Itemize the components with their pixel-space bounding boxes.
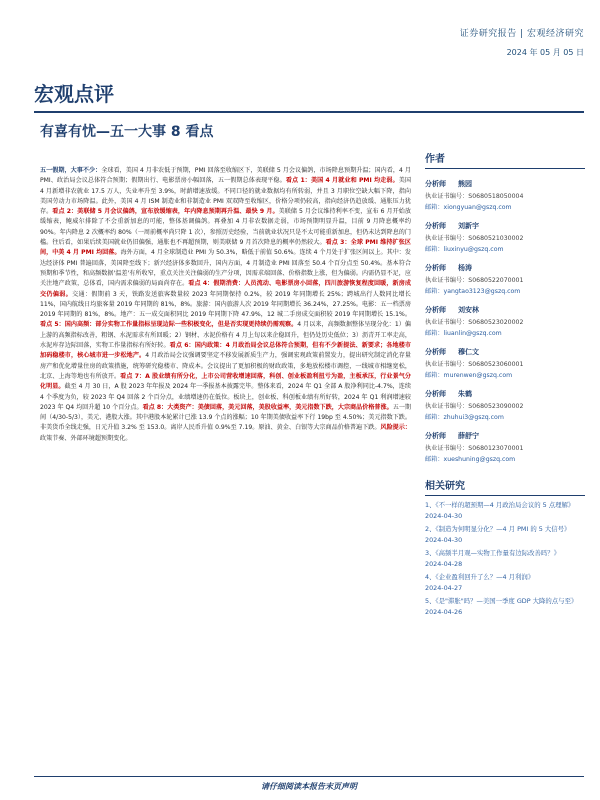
body-paragraph xyxy=(40,166,411,444)
analyst-email[interactable]: 邮箱：liuxinyu@gszq.com xyxy=(425,246,504,253)
analyst-email[interactable]: 邮箱：xiongyuan@gszq.com xyxy=(425,204,512,211)
analyst-card xyxy=(425,179,585,211)
analyst-license: 执业证书编号：S0680523020002 xyxy=(425,319,524,326)
report-body xyxy=(40,166,411,766)
related-report-date: 2024-04-27 xyxy=(425,584,463,592)
analyst-name-row xyxy=(425,221,585,231)
analyst-name-row xyxy=(425,389,585,399)
analyst-email[interactable]: 邮箱：murenwen@gszq.com xyxy=(425,372,513,379)
analyst-email[interactable]: 邮箱：zhuhui3@gszq.com xyxy=(425,414,504,421)
body-text: 4 月政治局会议强调要坚定不移发展新质生产力，强调宏观政策前置发力，提出研究制定消化存量房产和优化增量住房的政策措施，统筹研究稳楼市、降成本。会议提出了更加积极的财政政策，多地放松楼市调控，一线城市相继宽松，北京、上海等地也有所放开。 xyxy=(40,352,411,380)
report-subtitle: 有喜有忧—五一大事 8 看点 xyxy=(40,124,214,140)
footer-notice: 请仔细阅读本报告末页声明 xyxy=(34,776,584,792)
body-text: 海外方面，4 月全球制造业 PMI 为 50.3%，略低于前值 50.6%。连续 4 个月处于扩张区间以上。其中：发达经济体 PMI 普遍回落，美国降至线下；新兴经济体多数回升，国内方面，4 月制造业 PMI 回落至 50.4 个百分点至 50.4%。基本符合预期和季节性，和高频数据'温差'有所收窄，重点关注关注偏弱的生产分项，因需求端回落、价格指数上涨，但为偏弱。内需仍显不足，应关注地产政策，总体看，国内需求偏弱的局面尚存在。 xyxy=(40,249,411,288)
related-report-date: 2024-04-28 xyxy=(425,560,463,568)
related-report-link[interactable]: 2、《制造为何明显分化？—4 月 PMI 的 5 大信号》 xyxy=(425,525,571,533)
analyst-role: 分析师 xyxy=(425,180,446,188)
analyst-name-row xyxy=(425,347,585,357)
body-text: 美国 4 月新增非农就业 17.5 万人，失业率升至 3.9%，时薪增速放缓。不同口径的就业数据均有所转弱，并且 3 月职位空缺大幅下降，指向美国劳动力市场降温。此外，美国 4 月 ISM 制造业和非制造业 PMI 双双降至收缩区，价格分项仍较高，指向经济仍趋放缓、通胀压力犹存。 xyxy=(40,177,411,216)
analyst-name-row xyxy=(425,179,585,189)
analyst-role: 分析师 xyxy=(425,348,446,356)
body-text: 4 月以来，高频数据整体呈现分化：1）偏上游的高频指标改善，粗钢、水泥需求有所回暖；2）钢材、水泥价格有 4 月上旬以来企稳回升，但仍处历史低位；3）沥青开工率走高，水泥库存边际回落，实物工作量指标有所好转。 xyxy=(40,321,411,350)
analyst-name-row xyxy=(425,305,585,315)
analyst-name: 朱鹤 xyxy=(458,390,472,398)
body-highlight: 看点 7：A 股业绩有所分化，上市公司营收增速回落，科创、创业板盈利扭亏为盈，主板承压，行业景气分化明显。 xyxy=(40,372,411,391)
body-highlight: 看点 6：国内政策：4 月政治局会议总体符合预期，但有不少新提法、新要求；各地楼市加码稳楼市，核心城市进一步松地产。 xyxy=(40,342,411,360)
analyst-card xyxy=(425,221,585,253)
body-highlight: 看点 8：大类资产：美债回落，美元回落，美股收益率，美元指数下跌，大宗商品价格普涨。 xyxy=(142,403,393,411)
body-highlight: 看点 1：美国 4 月就业和 PMI 均走弱。 xyxy=(285,177,399,185)
report-type: 证券研究报告 | 宏观经济研究 xyxy=(459,29,584,39)
analyst-role: 分析师 xyxy=(425,306,446,314)
analyst-card xyxy=(425,305,585,337)
body-highlight: 五一假期，大事不少： xyxy=(40,167,102,174)
analyst-license: 执业证书编号：S0680523090002 xyxy=(425,403,524,410)
analyst-license: 执业证书编号：S0680522070001 xyxy=(425,277,524,284)
related-heading: 相关研究 xyxy=(425,477,585,496)
analyst-license: 执业证书编号：S0680521030002 xyxy=(425,235,524,242)
related-report-date: 2024-04-30 xyxy=(425,512,463,520)
report-date: 2024 年 05 月 05 日 xyxy=(506,48,584,57)
analyst-license: 执业证书编号：S0680123070001 xyxy=(425,445,524,452)
analyst-list xyxy=(425,179,585,463)
analyst-card xyxy=(425,431,585,463)
analyst-role: 分析师 xyxy=(425,264,446,272)
related-report-link[interactable]: 5、《是"滞胀"吗？—美国一季度 GDP 大降的点与至》 xyxy=(425,597,578,605)
body-text: 政策节奏、外部环境超预期变化。 xyxy=(40,434,132,442)
analyst-card xyxy=(425,263,585,295)
related-report-link[interactable]: 1、《不一样的超预期—4 月政治局会议的 5 点理解》 xyxy=(425,501,575,509)
analyst-email[interactable]: 邮箱：xueshuning@gszq.com xyxy=(425,456,516,463)
analyst-name: 穆仁文 xyxy=(458,348,479,356)
analyst-role: 分析师 xyxy=(425,432,446,440)
analyst-name: 杨涛 xyxy=(458,264,472,272)
related-report-link[interactable]: 3、《高频半月观—实物工作量有边际改善吗？》 xyxy=(425,549,561,557)
title-divider xyxy=(34,111,584,113)
analyst-card xyxy=(425,347,585,379)
body-highlight: 看点 2：美联储 5 月会议偏鸽，宣布放缓缩表，年内降息预期再升温、最快 9 月。 xyxy=(52,208,279,216)
body-highlight: 看点 4：假期消费：人员流动、电影票房小回落，四川旅游恢复程度回暖，新房成交仍偏弱。 xyxy=(40,280,411,298)
related-list xyxy=(425,500,585,616)
body-highlight: 看点 3：全球 PMI 维持扩张区间，中美 4 月 PMI 均回落。 xyxy=(40,239,411,257)
body-text: 美联储 5 月会议维持利率不变，宣布 6 月开始放缓缩表，鲍威尔排除了不会重新加息的可能，整体基调偏鸽。再叠加 4 月非农数据走弱，市场预期明显升温，目前 9 月降息概率约 90%。年内降息 2 次概率约 80%（一周前概率尚只降 1 次），参照历史经验，当前就业状况只是不太可能重新加息，但仍未达到降息的门槛。往后看，如果后续美国就业仍旧偏强，通胀也不再超预期，则美联储 9 月首次降息的概率仍然较大。 xyxy=(40,208,411,247)
analyst-email[interactable]: 邮箱：yangtao3123@gszq.com xyxy=(425,288,521,295)
analyst-license: 执业证书编号：S0680518050004 xyxy=(425,193,524,200)
analyst-name: 刘新宇 xyxy=(458,222,479,230)
analyst-role: 分析师 xyxy=(425,222,446,230)
analyst-license: 执业证书编号：S0680523060001 xyxy=(425,361,524,368)
analyst-role: 分析师 xyxy=(425,390,446,398)
related-report-date: 2024-04-26 xyxy=(425,608,463,616)
authors-heading: 作者 xyxy=(425,150,585,169)
body-text: 截至 4 月 30 日，A 股 2023 年年报及 2024 年一季报基本披露完毕。整体来看，2024 年 Q1 全部 A 股净利同比-4.7%，连续 4 个季度为负，较 2023 年 Q4 回落 2 个百分点，业绩增速仍在低位。板块上，创业板、科创板业绩有所好转，2024 年 Q1 利润增速较 2023 年 Q4 均回升超 10 个百分点。 xyxy=(40,383,411,411)
analyst-name-row xyxy=(425,263,585,273)
analyst-name-row xyxy=(425,431,585,441)
related-report-link[interactable]: 4、《企业盈利回升了么？—4 月利润》 xyxy=(425,573,535,581)
body-highlight: 风险提示： xyxy=(380,424,411,432)
sidebar xyxy=(425,150,585,616)
page-title: 宏观点评 xyxy=(34,82,114,106)
report-header xyxy=(460,26,584,58)
analyst-name: 薛舒宁 xyxy=(458,432,479,440)
analyst-email[interactable]: 邮箱：liuanlin@gszq.com xyxy=(425,330,502,337)
analyst-name: 刘安林 xyxy=(458,306,479,314)
analyst-name: 熊园 xyxy=(458,180,472,188)
body-text: 全球看，美国 4 月非农低于预期，PMI 回落至收缩区下，美联储 5 月会议偏鸽，市场降息预期升温；国内看，4 月 PMI、政治局会议总体符合预期；假期出行、电影票房小幅回落，五一假期总体表现平稳。 xyxy=(40,167,411,185)
body-text: 五一期间（4/30-5/3），美元、港股大涨。其中港股本轮累计已涨 13.9 个点的涨幅；10 年期美债收益率下行 19bp 至 4.50%；美元指数下跌。非美货币全线走强，日元升值 3.2% 至 153.0。离岸人民币升值 0.9%至 7.19。原油、黄金、白银等大宗商品价格普遍下跌。 xyxy=(40,403,411,432)
analyst-card xyxy=(425,389,585,421)
body-highlight: 看点 5：国内高频：部分实物工作量指标呈现边际一些积极变化，但是否实现更持续仍需观察。 xyxy=(40,321,298,329)
related-report-date: 2024-04-30 xyxy=(425,536,463,544)
body-text: 交通：假期前 3 天，铁路发送旅客数量较 2023 年同期保持 0.2%，较 2019 年同期增长 25%；跨城出行人数同比增长 11%，国内航线日均旅客量 2019 年同期的 81%，8%。旅游：国内旅游人次 2019 年同期增长 36.24%，27.25%。电影：五一档票房 2019 年同期的 81%，8%。地产：五一成交面积同比 2019 年同期下降 47.9%，12 城二手房成交面积较 2019 年同期增长 15.1%。 xyxy=(40,290,411,319)
